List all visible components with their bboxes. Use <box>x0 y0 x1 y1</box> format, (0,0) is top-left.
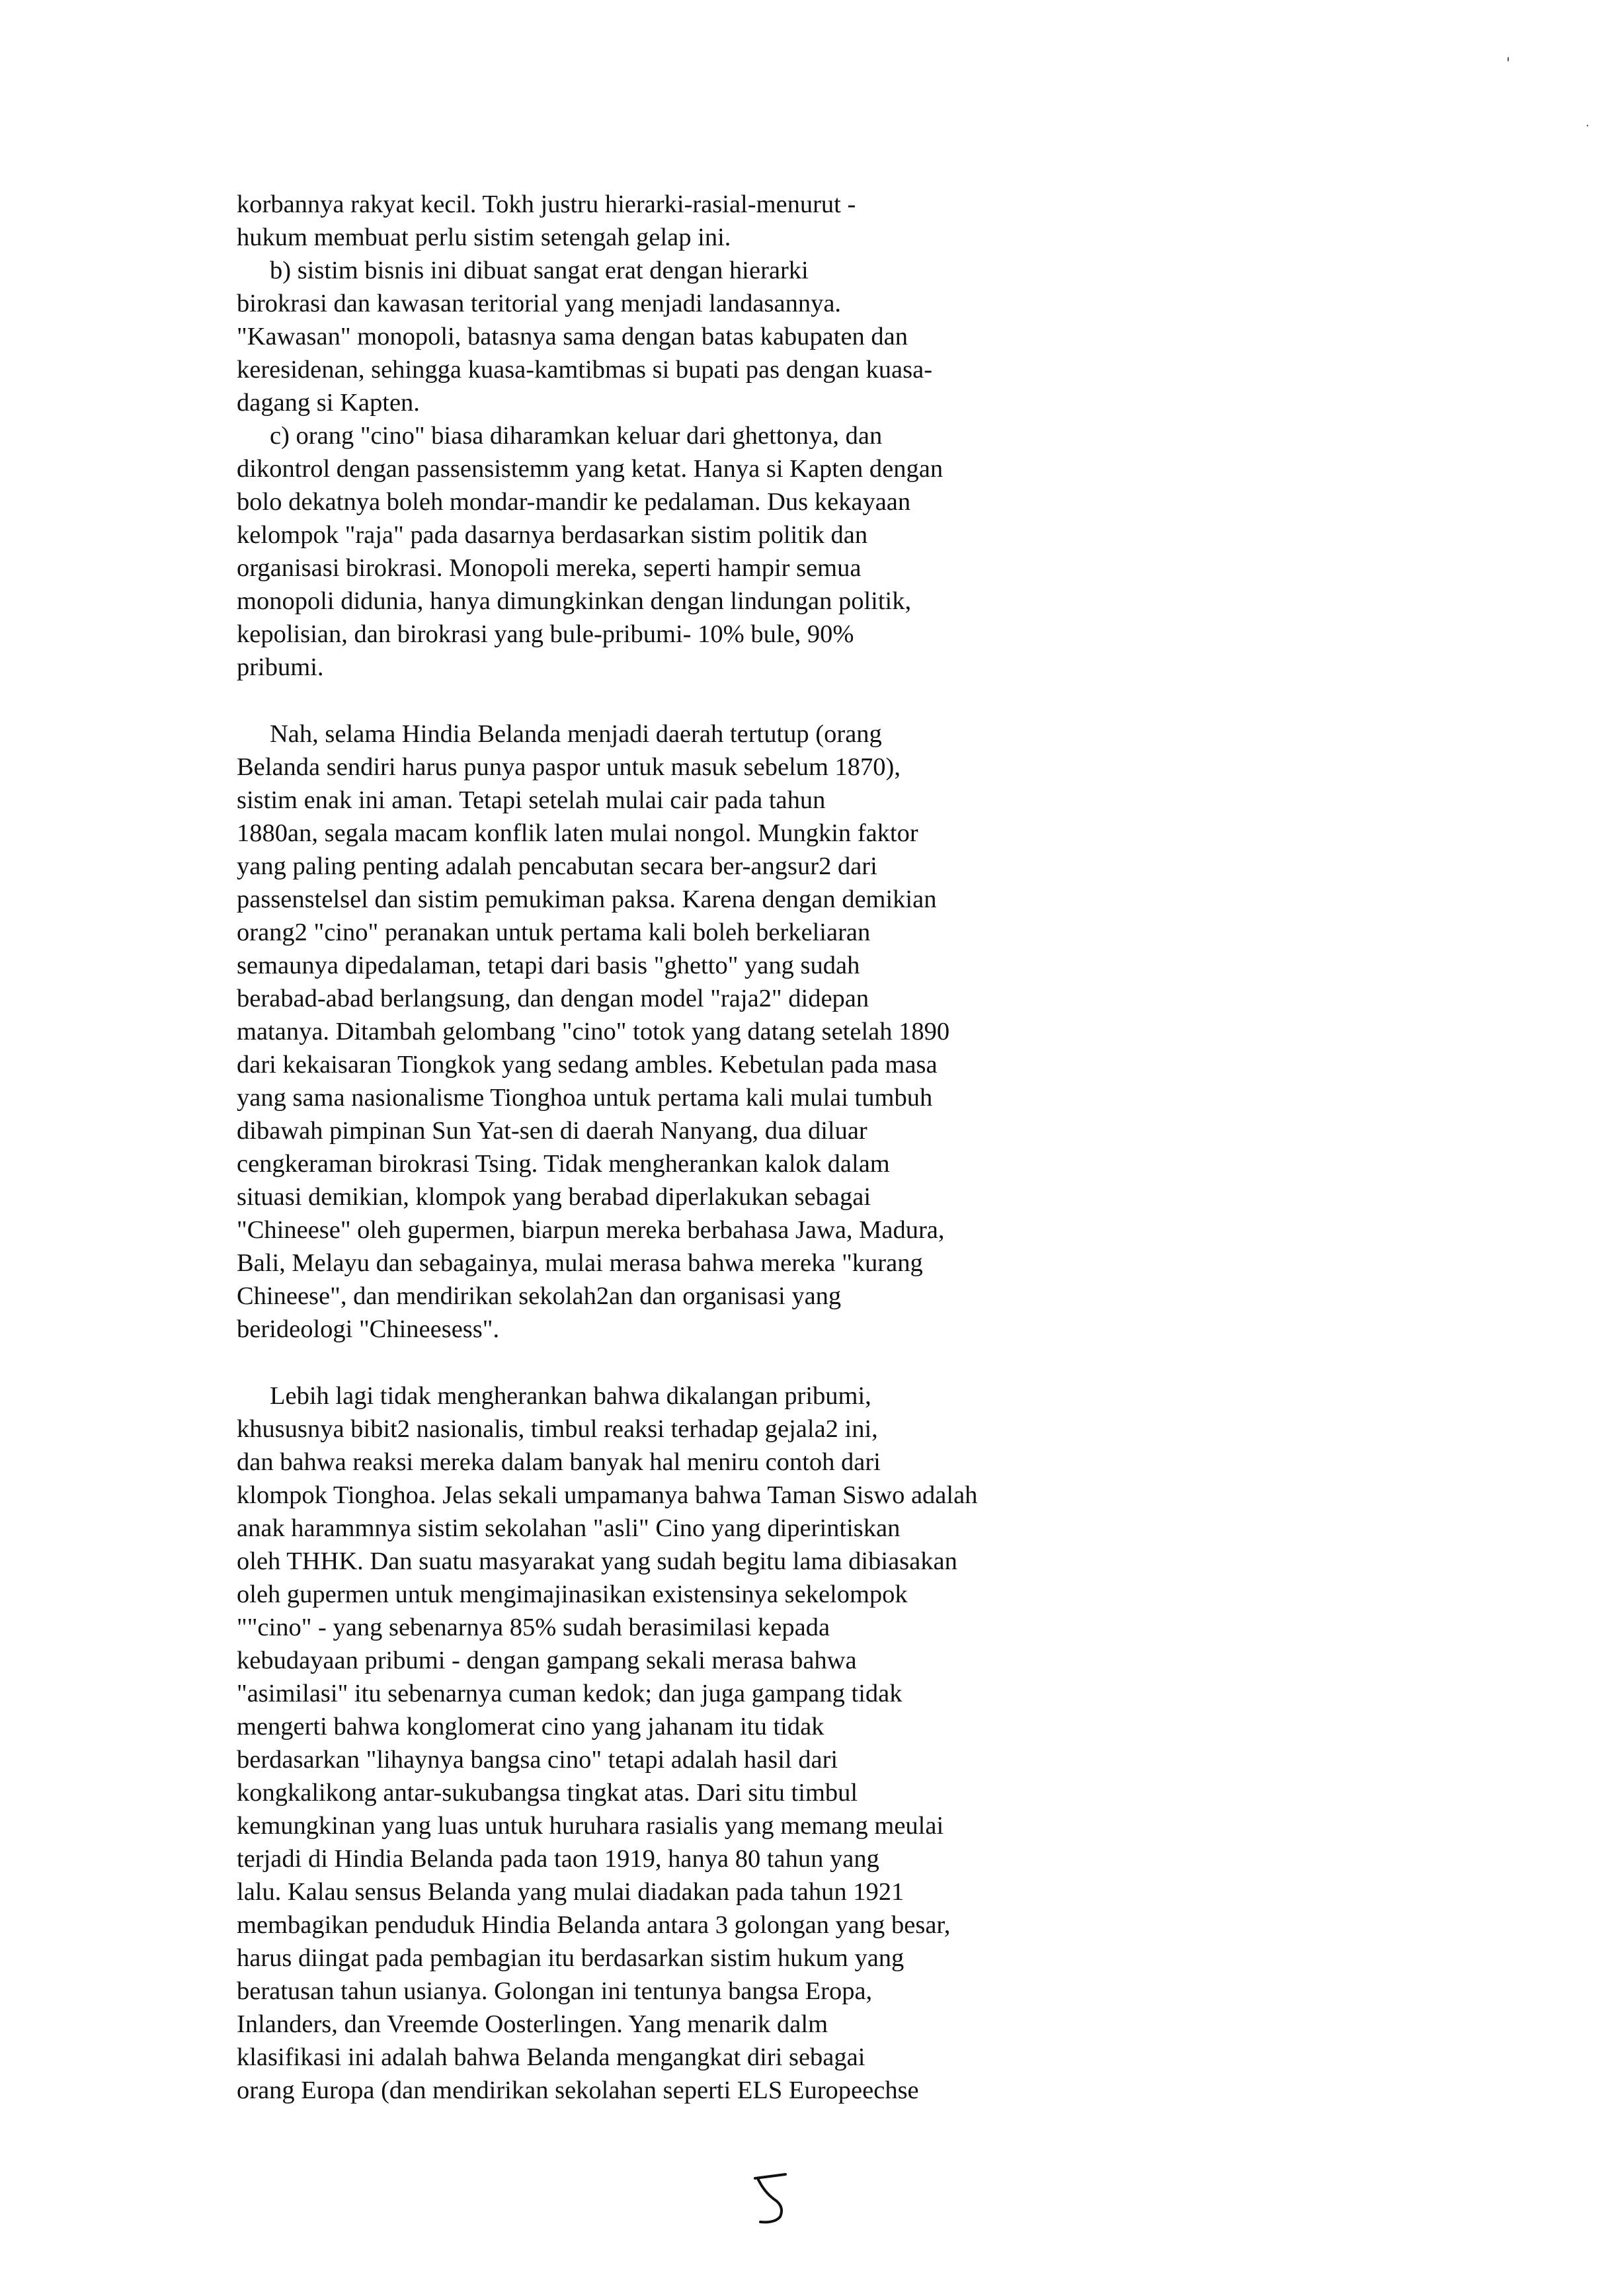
text-line: khususnya bibit2 nasionalis, timbul reaksi terhadap gejala2 ini, <box>237 1415 878 1443</box>
text-line: mengerti bahwa konglomerat cino yang jahanam itu tidak <box>237 1713 824 1741</box>
text-line: 1880an, segala macam konflik laten mulai nongol. Mungkin faktor <box>237 819 918 847</box>
text-line: orang Europa (dan mendirikan sekolahan seperti ELS Europeechse <box>237 2076 919 2104</box>
handwritten-page-number <box>746 2169 799 2229</box>
paragraph-gap <box>237 1346 1361 1379</box>
text-line: organisasi birokrasi. Monopoli mereka, seperti hampir semua <box>237 554 862 582</box>
text-line: c) orang "cino" biasa diharamkan keluar dari ghettonya, dan <box>270 422 883 450</box>
text-line: "asimilasi" itu sebenarnya cuman kedok; dan juga gampang tidak <box>237 1680 903 1707</box>
text-line: pribumi. <box>237 653 324 681</box>
text-line: passenstelsel dan sistim pemukiman paksa. Karena dengan demikian <box>237 885 937 913</box>
text-line: hukum membuat perlu sistim setengah gelap ini. <box>237 224 731 251</box>
text-line: Bali, Melayu dan sebagainya, mulai merasa bahwa mereka "kurang <box>237 1249 923 1277</box>
text-line: sistim enak ini aman. Tetapi setelah mulai cair pada tahun <box>237 786 826 814</box>
text-line: kemungkinan yang luas untuk huruhara rasialis yang memang meulai <box>237 1812 944 1840</box>
text-line: harus diingat pada pembagian itu berdasarkan sistim hukum yang <box>237 1944 904 1972</box>
text-line: matanya. Ditambah gelombang "cino" totok yang datang setelah 1890 <box>237 1018 950 1046</box>
text-line: Nah, selama Hindia Belanda menjadi daerah tertutup (orang <box>270 720 882 748</box>
text-line: dagang si Kapten. <box>237 389 420 417</box>
scan-mark-top-right: ' <box>1506 56 1511 72</box>
text-line: keresidenan, sehingga kuasa-kamtibmas si bupati pas dengan kuasa- <box>237 356 933 384</box>
text-line: kelompok "raja" pada dasarnya berdasarkan sistim politik dan <box>237 521 868 549</box>
text-line: cengkeraman birokrasi Tsing. Tidak mengherankan kalok dalam <box>237 1150 890 1178</box>
text-line: "Kawasan" monopoli, batasnya sama dengan batas kabupaten dan <box>237 323 908 350</box>
text-line: terjadi di Hindia Belanda pada taon 1919, hanya 80 tahun yang <box>237 1845 879 1873</box>
text-line: anak harammnya sistim sekolahan "asli" Cino yang diperintiskan <box>237 1514 901 1542</box>
text-line: monopoli didunia, hanya dimungkinkan dengan lindungan politik, <box>237 587 912 615</box>
text-line: kongkalikong antar-sukubangsa tingkat atas. Dari situ timbul <box>237 1779 858 1807</box>
text-line: yang sama nasionalisme Tionghoa untuk pertama kali mulai tumbuh <box>237 1084 933 1112</box>
text-line: situasi demikian, klompok yang berabad diperlakukan sebagai <box>237 1183 871 1211</box>
text-line: oleh gupermen untuk mengimajinasikan existensinya sekelompok <box>237 1580 908 1608</box>
paragraph-gap <box>237 684 1361 718</box>
text-line: birokrasi dan kawasan teritorial yang menjadi landasannya. <box>237 290 842 317</box>
text-line: b) sistim bisnis ini dibuat sangat erat dengan hierarki <box>270 257 809 284</box>
text-line: Chineese", dan mendirikan sekolah2an dan organisasi yang <box>237 1282 842 1310</box>
text-line: beratusan tahun usianya. Golongan ini tentunya bangsa Eropa, <box>237 1977 873 2005</box>
text-line: klompok Tionghoa. Jelas sekali umpamanya bahwa Taman Siswo adalah <box>237 1481 978 1509</box>
text-line: Lebih lagi tidak mengherankan bahwa dikalangan pribumi, <box>270 1382 871 1410</box>
text-line: kepolisian, dan birokrasi yang bule-pribumi- 10% bule, 90% <box>237 620 854 648</box>
text-line: berideologi "Chineesess". <box>237 1315 500 1343</box>
handwritten-five-icon <box>746 2169 799 2229</box>
text-line: dan bahwa reaksi mereka dalam banyak hal meniru contoh dari <box>237 1448 881 1476</box>
text-line: dibawah pimpinan Sun Yat-sen di daerah Nanyang, dua diluar <box>237 1117 867 1145</box>
text-line: ""cino" - yang sebenarnya 85% sudah berasimilasi kepada <box>237 1614 830 1641</box>
text-line: Inlanders, dan Vreemde Oosterlingen. Yang menarik dalm <box>237 2010 828 2038</box>
text-line: lalu. Kalau sensus Belanda yang mulai diadakan pada tahun 1921 <box>237 1878 904 1906</box>
text-line: berabad-abad berlangsung, dan dengan model "raja2" didepan <box>237 985 869 1012</box>
text-line: berdasarkan "lihaynya bangsa cino" tetapi adalah hasil dari <box>237 1746 838 1774</box>
body-text <box>237 188 1361 2107</box>
scan-mark-right: · <box>1586 119 1589 133</box>
text-line: dikontrol dengan passensistemm yang ketat. Hanya si Kapten dengan <box>237 455 944 483</box>
text-line: dari kekaisaran Tiongkok yang sedang ambles. Kebetulan pada masa <box>237 1051 938 1079</box>
text-line: Belanda sendiri harus punya paspor untuk masuk sebelum 1870), <box>237 753 901 781</box>
text-line: oleh THHK. Dan suatu masyarakat yang sudah begitu lama dibiasakan <box>237 1547 957 1575</box>
text-line: yang paling penting adalah pencabutan secara ber-angsur2 dari <box>237 852 877 880</box>
text-line: kebudayaan pribumi - dengan gampang sekali merasa bahwa <box>237 1647 857 1674</box>
text-line: korbannya rakyat kecil. Tokh justru hierarki-rasial-menurut - <box>237 190 856 218</box>
text-line: orang2 "cino" peranakan untuk pertama kali boleh berkeliaran <box>237 919 871 946</box>
text-line: semaunya dipedalaman, tetapi dari basis "ghetto" yang sudah <box>237 952 860 979</box>
text-line: "Chineese" oleh gupermen, biarpun mereka berbahasa Jawa, Madura, <box>237 1216 945 1244</box>
text-line: membagikan penduduk Hindia Belanda antara 3 golongan yang besar, <box>237 1911 951 1939</box>
text-line: bolo dekatnya boleh mondar-mandir ke pedalaman. Dus kekayaan <box>237 488 911 516</box>
text-line: klasifikasi ini adalah bahwa Belanda mengangkat diri sebagai <box>237 2043 865 2071</box>
